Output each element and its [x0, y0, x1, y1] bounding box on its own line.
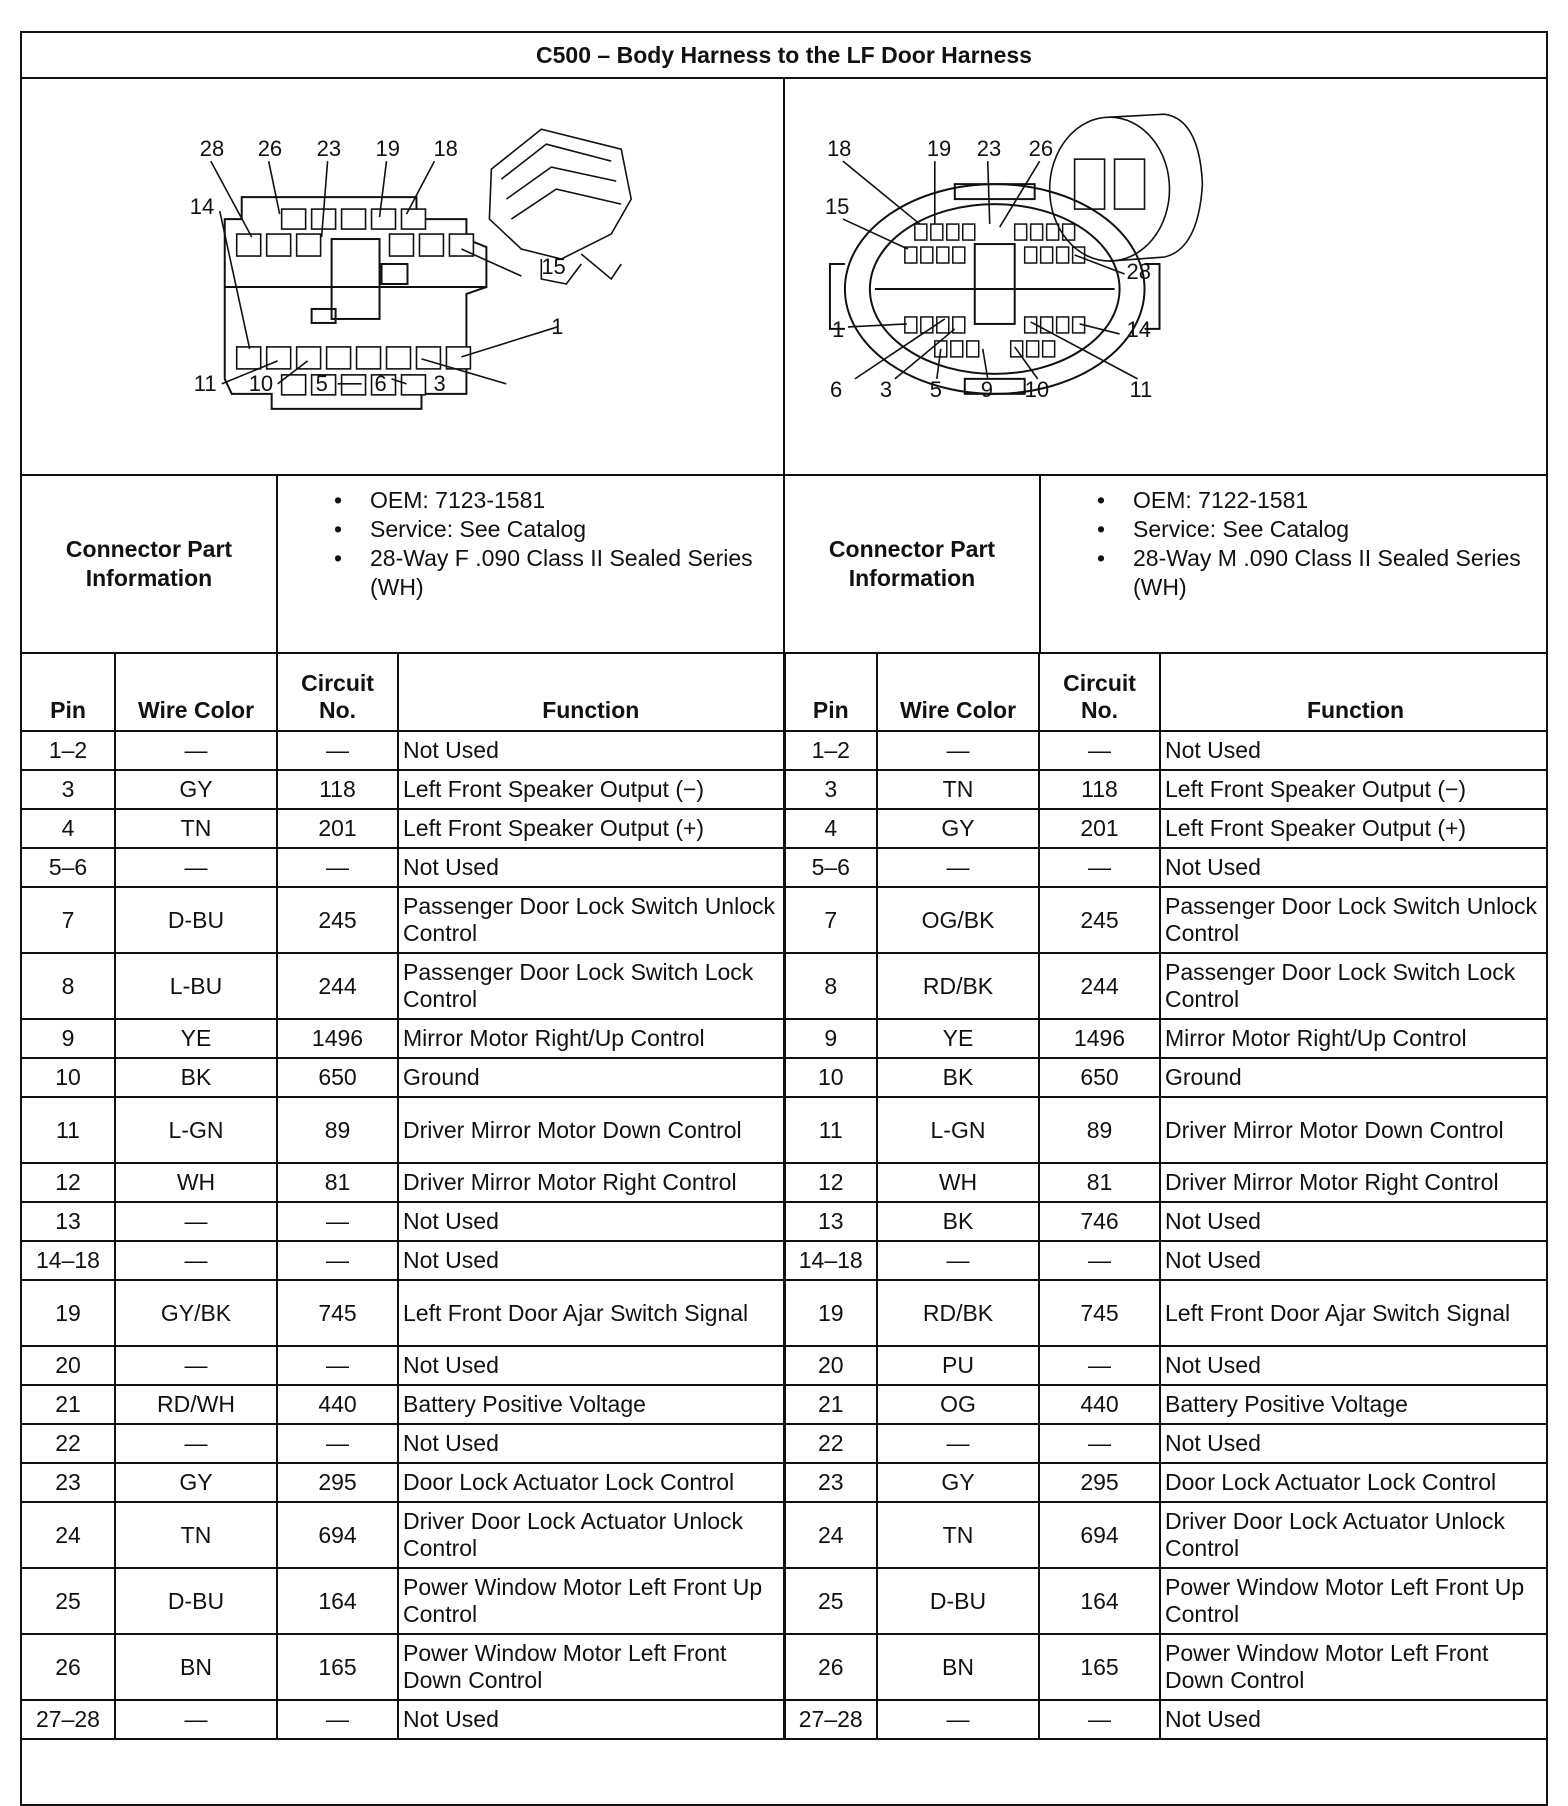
part-info-label: Connector Part Information — [785, 476, 1041, 652]
circuit-cell: 745 — [277, 1280, 398, 1346]
pin-cell: 19 — [22, 1280, 115, 1346]
pinout-rows — [22, 731, 1548, 1739]
function-cell: Passenger Door Lock Switch Unlock Control — [1160, 887, 1548, 953]
wire-color-cell: OG/BK — [877, 887, 1039, 953]
circuit-cell: 245 — [1039, 887, 1160, 953]
circuit-cell: — — [1039, 731, 1160, 770]
pin-cell: 21 — [22, 1385, 115, 1424]
table-row — [22, 1241, 1548, 1280]
pin-cell: 4 — [22, 809, 115, 848]
wire-color-cell: BN — [115, 1634, 277, 1700]
circuit-cell: 746 — [1039, 1202, 1160, 1241]
function-cell: Not Used — [398, 1346, 784, 1385]
function-cell: Not Used — [1160, 1241, 1548, 1280]
circuit-cell: — — [277, 848, 398, 887]
circuit-cell: 244 — [277, 953, 398, 1019]
function-cell: Power Window Motor Left Front Up Control — [398, 1568, 784, 1634]
circuit-cell: 118 — [277, 770, 398, 809]
circuit-cell: 245 — [277, 887, 398, 953]
function-cell: Left Front Speaker Output (+) — [1160, 809, 1548, 848]
male-connector-diagram — [783, 79, 1546, 474]
table-row — [22, 1097, 1548, 1163]
pin-label: 15 — [824, 194, 850, 220]
wire-color-cell: GY/BK — [115, 1280, 277, 1346]
pin-label: 6 — [374, 370, 387, 396]
pin-cell: 27–28 — [784, 1700, 877, 1739]
function-cell: Not Used — [398, 731, 784, 770]
pin-label: 3 — [433, 370, 446, 396]
pin-cell: 4 — [784, 809, 877, 848]
function-cell: Left Front Speaker Output (−) — [1160, 770, 1548, 809]
wire-color-cell: GY — [115, 1463, 277, 1502]
table-row — [22, 887, 1548, 953]
wire-color-cell: — — [877, 848, 1039, 887]
pin-label: 28 — [199, 136, 225, 162]
pin-label: 19 — [926, 136, 952, 162]
circuit-cell: — — [277, 1202, 398, 1241]
wire-color-cell: YE — [115, 1019, 277, 1058]
pin-label: 19 — [375, 136, 400, 162]
circuit-cell: 201 — [277, 809, 398, 848]
header-wire-color: Wire Color — [877, 654, 1039, 731]
pin-cell: 7 — [22, 887, 115, 953]
wire-color-cell: TN — [115, 809, 277, 848]
callout-leaders — [211, 161, 558, 384]
circuit-cell: — — [277, 1424, 398, 1463]
function-cell: Not Used — [398, 1241, 784, 1280]
wire-color-cell: — — [115, 731, 277, 770]
wire-color-cell: — — [115, 1424, 277, 1463]
part-info-list — [1041, 476, 1546, 652]
function-cell: Not Used — [1160, 848, 1548, 887]
table-row — [22, 953, 1548, 1019]
function-cell: Not Used — [398, 848, 784, 887]
pin-cell: 12 — [784, 1163, 877, 1202]
pin-label: 11 — [193, 370, 217, 396]
connector-type: • 28-Way M .090 Class II Sealed Series (WH) — [1081, 544, 1536, 602]
circuit-cell: 295 — [1039, 1463, 1160, 1502]
pin-cell: 22 — [22, 1424, 115, 1463]
wire-color-cell: RD/WH — [115, 1385, 277, 1424]
page-title: C500 – Body Harness to the LF Door Harness — [22, 33, 1546, 79]
oem-number: • OEM: 7122-1581 — [1081, 486, 1536, 515]
wire-color-cell: WH — [115, 1163, 277, 1202]
function-cell: Door Lock Actuator Lock Control — [398, 1463, 784, 1502]
wire-color-cell: — — [877, 1241, 1039, 1280]
function-cell: Left Front Door Ajar Switch Signal — [398, 1280, 784, 1346]
pin-label: 14 — [189, 194, 215, 220]
header-circuit: Circuit No. — [1039, 654, 1160, 731]
header-function: Function — [1160, 654, 1548, 731]
wire-color-cell: TN — [115, 1502, 277, 1568]
pinout-table — [22, 654, 1548, 1740]
wire-color-cell: WH — [877, 1163, 1039, 1202]
wire-color-cell: D-BU — [877, 1568, 1039, 1634]
circuit-cell: 89 — [277, 1097, 398, 1163]
circuit-cell: 694 — [277, 1502, 398, 1568]
table-row — [22, 1019, 1548, 1058]
service-info: • Service: See Catalog — [1081, 515, 1536, 544]
connector-type: • 28-Way F .090 Class II Sealed Series (WH) — [318, 544, 773, 602]
wire-color-cell: — — [115, 848, 277, 887]
connector-diagrams — [22, 79, 1546, 476]
upper-cavities — [237, 209, 474, 256]
circuit-cell: — — [1039, 1346, 1160, 1385]
pin-cell: 20 — [784, 1346, 877, 1385]
function-cell: Driver Mirror Motor Down Control — [398, 1097, 784, 1163]
oem-number: • OEM: 7123-1581 — [318, 486, 773, 515]
wire-color-cell: — — [115, 1700, 277, 1739]
pin-cell: 13 — [22, 1202, 115, 1241]
pin-cell: 25 — [22, 1568, 115, 1634]
wire-color-cell: BN — [877, 1634, 1039, 1700]
circuit-cell: 164 — [277, 1568, 398, 1634]
circuit-cell: 694 — [1039, 1502, 1160, 1568]
pin-label: 11 — [1129, 376, 1153, 402]
pin-label: 9 — [980, 376, 993, 402]
pin-label: 26 — [257, 136, 283, 162]
wire-color-cell: — — [877, 1424, 1039, 1463]
circuit-cell: 81 — [1039, 1163, 1160, 1202]
wire-color-cell: TN — [877, 1502, 1039, 1568]
wire-color-cell: GY — [877, 1463, 1039, 1502]
circuit-cell: — — [1039, 1700, 1160, 1739]
pin-label: 15 — [541, 254, 566, 280]
wire-color-cell: BK — [115, 1058, 277, 1097]
table-row — [22, 1634, 1548, 1700]
pin-label: 28 — [1126, 258, 1151, 284]
circuit-cell: — — [277, 1700, 398, 1739]
connector-sheet — [20, 31, 1548, 1806]
circuit-cell: 201 — [1039, 809, 1160, 848]
table-row — [22, 770, 1548, 809]
female-connector-diagram — [22, 79, 783, 474]
pin-cell: 27–28 — [22, 1700, 115, 1739]
function-cell: Not Used — [1160, 1202, 1548, 1241]
pin-cell: 25 — [784, 1568, 877, 1634]
pin-cell: 10 — [22, 1058, 115, 1097]
pin-cell: 23 — [22, 1463, 115, 1502]
pin-label: 23 — [316, 136, 342, 162]
header-wire-color: Wire Color — [115, 654, 277, 731]
function-cell: Driver Door Lock Actuator Unlock Control — [398, 1502, 784, 1568]
table-row — [22, 1700, 1548, 1739]
function-cell: Mirror Motor Right/Up Control — [398, 1019, 784, 1058]
wire-color-cell: RD/BK — [877, 1280, 1039, 1346]
pin-cell: 13 — [784, 1202, 877, 1241]
function-cell: Not Used — [1160, 731, 1548, 770]
pin-cell: 12 — [22, 1163, 115, 1202]
function-cell: Power Window Motor Left Front Down Control — [1160, 1634, 1548, 1700]
wire-color-cell: — — [115, 1241, 277, 1280]
table-header-row — [22, 654, 1548, 731]
table-row — [22, 1463, 1548, 1502]
pin-cell: 14–18 — [22, 1241, 115, 1280]
pin-cell: 24 — [784, 1502, 877, 1568]
wire-color-cell: L-GN — [115, 1097, 277, 1163]
table-row — [22, 1502, 1548, 1568]
function-cell: Passenger Door Lock Switch Lock Control — [1160, 953, 1548, 1019]
function-cell: Passenger Door Lock Switch Lock Control — [398, 953, 784, 1019]
pin-label: 23 — [976, 136, 1002, 162]
table-row — [22, 1163, 1548, 1202]
pin-label: 6 — [829, 376, 843, 402]
header-pin: Pin — [22, 654, 115, 731]
function-cell: Passenger Door Lock Switch Unlock Control — [398, 887, 784, 953]
function-cell: Left Front Speaker Output (−) — [398, 770, 784, 809]
pin-label: 18 — [433, 136, 458, 162]
wire-color-cell: GY — [877, 809, 1039, 848]
function-cell: Not Used — [398, 1202, 784, 1241]
pin-cell: 5–6 — [22, 848, 115, 887]
connector-part-information — [22, 476, 1546, 654]
pin-cell: 14–18 — [784, 1241, 877, 1280]
wire-color-cell: GY — [115, 770, 277, 809]
function-cell: Driver Mirror Motor Down Control — [1160, 1097, 1548, 1163]
wire-color-cell: RD/BK — [877, 953, 1039, 1019]
table-row — [22, 848, 1548, 887]
pin-label: 5 — [929, 376, 943, 402]
pin-label: 18 — [826, 136, 852, 162]
pin-cell: 21 — [784, 1385, 877, 1424]
wire-color-cell: — — [877, 731, 1039, 770]
table-row — [22, 1202, 1548, 1241]
circuit-cell: 295 — [277, 1463, 398, 1502]
table-row — [22, 809, 1548, 848]
male-connector-drawing — [785, 79, 1546, 474]
header-pin: Pin — [784, 654, 877, 731]
callout-leaders — [843, 161, 1138, 379]
function-cell: Left Front Speaker Output (+) — [398, 809, 784, 848]
pin-cell: 1–2 — [784, 731, 877, 770]
pin-cell: 26 — [784, 1634, 877, 1700]
pin-cell: 10 — [784, 1058, 877, 1097]
circuit-cell: 1496 — [1039, 1019, 1160, 1058]
table-row — [22, 731, 1548, 770]
function-cell: Door Lock Actuator Lock Control — [1160, 1463, 1548, 1502]
bottom-key — [965, 379, 1025, 394]
wire-color-cell: — — [877, 1700, 1039, 1739]
table-row — [22, 1385, 1548, 1424]
circuit-cell: — — [1039, 848, 1160, 887]
pin-cell: 20 — [22, 1346, 115, 1385]
male-part-info — [783, 476, 1546, 652]
pin-cell: 8 — [22, 953, 115, 1019]
wire-color-cell: BK — [877, 1058, 1039, 1097]
pin-label: 3 — [879, 376, 893, 402]
wire-color-cell: YE — [877, 1019, 1039, 1058]
function-cell: Not Used — [1160, 1346, 1548, 1385]
pin-label: 26 — [1028, 136, 1054, 162]
header-circuit: Circuit No. — [277, 654, 398, 731]
circuit-cell: — — [1039, 1241, 1160, 1280]
part-info-list — [278, 476, 783, 652]
center-latch — [332, 239, 380, 319]
wire-color-cell: OG — [877, 1385, 1039, 1424]
circuit-cell: 89 — [1039, 1097, 1160, 1163]
circuit-cell: 745 — [1039, 1280, 1160, 1346]
function-cell: Not Used — [398, 1700, 784, 1739]
pin-cell: 11 — [22, 1097, 115, 1163]
female-part-info — [22, 476, 783, 652]
wire-color-cell: — — [115, 1202, 277, 1241]
pin-cell: 1–2 — [22, 731, 115, 770]
circuit-cell: 440 — [277, 1385, 398, 1424]
circuit-cell: 81 — [277, 1163, 398, 1202]
table-row — [22, 1058, 1548, 1097]
table-row — [22, 1346, 1548, 1385]
function-cell: Ground — [398, 1058, 784, 1097]
wire-color-cell: BK — [877, 1202, 1039, 1241]
pin-cell: 23 — [784, 1463, 877, 1502]
pin-cell: 22 — [784, 1424, 877, 1463]
function-cell: Mirror Motor Right/Up Control — [1160, 1019, 1548, 1058]
wire-color-cell: L-GN — [877, 1097, 1039, 1163]
circuit-cell: 164 — [1039, 1568, 1160, 1634]
function-cell: Not Used — [398, 1424, 784, 1463]
circuit-cell: 165 — [277, 1634, 398, 1700]
circuit-cell: — — [277, 1346, 398, 1385]
wire-color-cell: PU — [877, 1346, 1039, 1385]
function-cell: Power Window Motor Left Front Down Control — [398, 1634, 784, 1700]
pin-label: 1 — [831, 316, 845, 342]
circuit-cell: 244 — [1039, 953, 1160, 1019]
pin-label: 1 — [551, 313, 564, 339]
pin-label: 5 — [315, 370, 328, 396]
table-row — [22, 1280, 1548, 1346]
table-row — [22, 1568, 1548, 1634]
pin-cell: 7 — [784, 887, 877, 953]
pin-cell: 3 — [784, 770, 877, 809]
wire-color-cell: TN — [877, 770, 1039, 809]
service-info: • Service: See Catalog — [318, 515, 773, 544]
center-key — [382, 264, 408, 284]
wire-color-cell: D-BU — [115, 887, 277, 953]
function-cell: Power Window Motor Left Front Up Control — [1160, 1568, 1548, 1634]
function-cell: Not Used — [1160, 1424, 1548, 1463]
part-info-label: Connector Part Information — [22, 476, 278, 652]
female-connector-drawing — [22, 79, 783, 474]
wire-color-cell: D-BU — [115, 1568, 277, 1634]
circuit-cell: 1496 — [277, 1019, 398, 1058]
pin-cell: 5–6 — [784, 848, 877, 887]
pin-cell: 26 — [22, 1634, 115, 1700]
circuit-cell: 650 — [277, 1058, 398, 1097]
pin-cell: 8 — [784, 953, 877, 1019]
pin-label: 14 — [1126, 316, 1151, 342]
function-cell: Driver Door Lock Actuator Unlock Control — [1160, 1502, 1548, 1568]
circuit-cell: 650 — [1039, 1058, 1160, 1097]
wire-color-cell: — — [115, 1346, 277, 1385]
wire-color-cell: L-BU — [115, 953, 277, 1019]
pin-label: 10 — [1024, 376, 1050, 402]
circuit-cell: 118 — [1039, 770, 1160, 809]
circuit-cell: — — [277, 731, 398, 770]
pin-label: 10 — [248, 370, 274, 396]
pin-cell: 9 — [22, 1019, 115, 1058]
table-row — [22, 1424, 1548, 1463]
pin-cell: 9 — [784, 1019, 877, 1058]
circuit-cell: — — [277, 1241, 398, 1280]
function-cell: Battery Positive Voltage — [1160, 1385, 1548, 1424]
function-cell: Left Front Door Ajar Switch Signal — [1160, 1280, 1548, 1346]
function-cell: Ground — [1160, 1058, 1548, 1097]
circuit-cell: 440 — [1039, 1385, 1160, 1424]
circuit-cell: 165 — [1039, 1634, 1160, 1700]
pin-cell: 24 — [22, 1502, 115, 1568]
circuit-cell: — — [1039, 1424, 1160, 1463]
function-cell: Not Used — [1160, 1700, 1548, 1739]
function-cell: Driver Mirror Motor Right Control — [1160, 1163, 1548, 1202]
function-cell: Driver Mirror Motor Right Control — [398, 1163, 784, 1202]
pin-cell: 19 — [784, 1280, 877, 1346]
center-divider — [975, 244, 1015, 324]
header-function: Function — [398, 654, 784, 731]
pin-cell: 3 — [22, 770, 115, 809]
pin-cell: 11 — [784, 1097, 877, 1163]
function-cell: Battery Positive Voltage — [398, 1385, 784, 1424]
